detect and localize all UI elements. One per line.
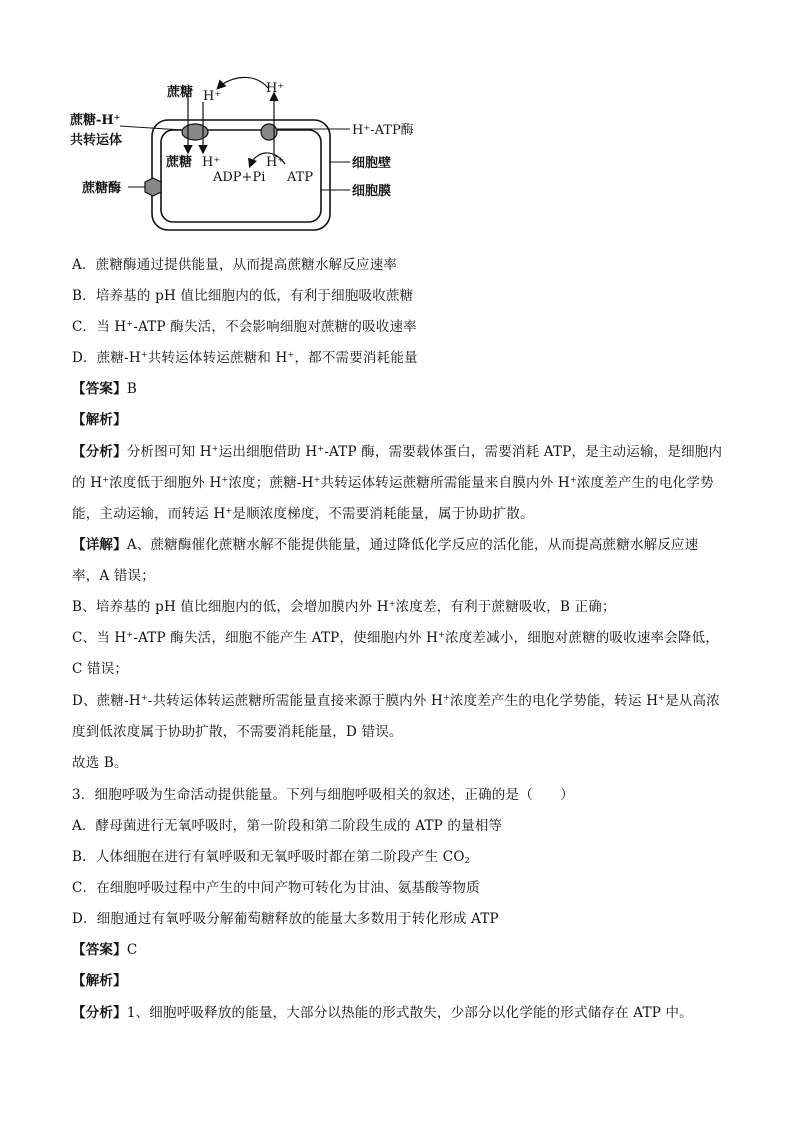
cotransporter-label-2: 共转运体 [70, 133, 123, 148]
adp-pi-label: ADP+Pi [213, 170, 266, 185]
h-top-left-label: H⁺ [203, 89, 222, 104]
sucrase-shape [145, 178, 161, 196]
sucrose-top-label: 蔗糖 [167, 85, 194, 100]
cell-wall-label: 细胞壁 [352, 156, 392, 171]
sucrose-inside-label: 蔗糖 [166, 155, 193, 170]
atp-label: ATP [287, 170, 314, 185]
q2-fenxi-line-1: 【分析】分析图可知 H+运出细胞借助 H+-ATP 酶，需要载体蛋白，需要消耗 ATP，是主动运输，是细胞内 [72, 444, 723, 460]
q3-option-d: D．细胞通过有氧呼吸分解葡萄糖释放的能量大多数用于转化形成 ATP [72, 911, 499, 927]
q2-fenxi-line-3: 能，主动运输，而转运 H+是顺浓度梯度，不需要消耗能量，属于协助扩散。 [72, 506, 534, 522]
q2-xiangjie-line-4: C、当 H+-ATP 酶失活，细胞不能产生 ATP，使细胞内外 H+浓度差减小，细胞对蔗糖的吸收速率会降低， [72, 630, 720, 646]
q2-option-a: A．蔗糖酶通过提供能量，从而提高蔗糖水解反应速率 [72, 257, 398, 273]
q3-analysis-heading: 【解析】 [72, 973, 127, 989]
sucrase-label: 蔗糖酶 [82, 181, 122, 196]
q2-fenxi-line-2: 的 H+浓度低于细胞外 H+浓度；蔗糖-H+共转运体转运蔗糖所需能量来自膜内外 H+浓度差产生的电化学势 [72, 475, 714, 491]
cell-membrane-label: 细胞膜 [352, 184, 392, 199]
transport-diagram [60, 74, 440, 244]
q2-conclusion: 故选 B。 [72, 755, 128, 771]
cotransporter-label-1: 蔗糖-H⁺ [70, 113, 121, 128]
q2-analysis-heading: 【解析】 [72, 412, 127, 428]
q3-fenxi-line-1: 【分析】1、细胞呼吸释放的能量，大部分以热能的形式散失，少部分以化学能的形式储存在 ATP 中。 [72, 1005, 693, 1021]
q2-xiangjie-line-1: 【详解】A、蔗糖酶催化蔗糖水解不能提供能量，通过降低化学反应的活化能，从而提高蔗糖水解反应速 [72, 537, 699, 553]
q3-option-b: B．人体细胞在进行有氧呼吸和无氧呼吸时都在第二阶段产生 $CO_2$ [72, 849, 470, 865]
cotransporter-shape [182, 124, 208, 140]
h-inside-right-label: H⁺ [266, 155, 285, 170]
q2-option-d: D．蔗糖-H+共转运体转运蔗糖和 H+，都不需要消耗能量 [72, 350, 418, 366]
q2-xiangjie-line-7: 度到低浓度属于协助扩散，不需要消耗能量，D 错误。 [72, 724, 403, 740]
q2-option-b: B．培养基的 pH 值比细胞内的低，有利于细胞吸收蔗糖 [72, 288, 414, 304]
q2-xiangjie-line-2: 率，A 错误； [72, 568, 155, 584]
q3-stem: 3．细胞呼吸为生命活动提供能量。下列与细胞呼吸相关的叙述，正确的是（ ） [72, 787, 574, 803]
q2-xiangjie-line-3: B、培养基的 pH 值比细胞内的低，会增加膜内外 H+浓度差，有利于蔗糖吸收，B 正确； [72, 599, 616, 615]
q2-xiangjie-line-5: C 错误； [72, 661, 129, 677]
q3-option-a: A．酵母菌进行无氧呼吸时，第一阶段和第二阶段生成的 ATP 的量相等 [72, 818, 503, 834]
atpase-label: H⁺-ATP酶 [352, 123, 414, 138]
q2-option-c: C．当 H+-ATP 酶失活，不会影响细胞对蔗糖的吸收速率 [72, 319, 417, 335]
q2-answer: 【答案】B [72, 381, 137, 397]
q3-option-c: C．在细胞呼吸过程中产生的中间产物可转化为甘油、氨基酸等物质 [72, 880, 480, 896]
h-top-right-label: H⁺ [266, 81, 285, 96]
q2-xiangjie-line-6: D、蔗糖-H+-共转运体转运蔗糖所需能量直接来源于膜内外 H+浓度差产生的电化学势能，转运 H+是从高浓 [72, 693, 720, 709]
q3-answer: 【答案】C [72, 942, 138, 958]
h-inside-left-label: H⁺ [202, 155, 221, 170]
